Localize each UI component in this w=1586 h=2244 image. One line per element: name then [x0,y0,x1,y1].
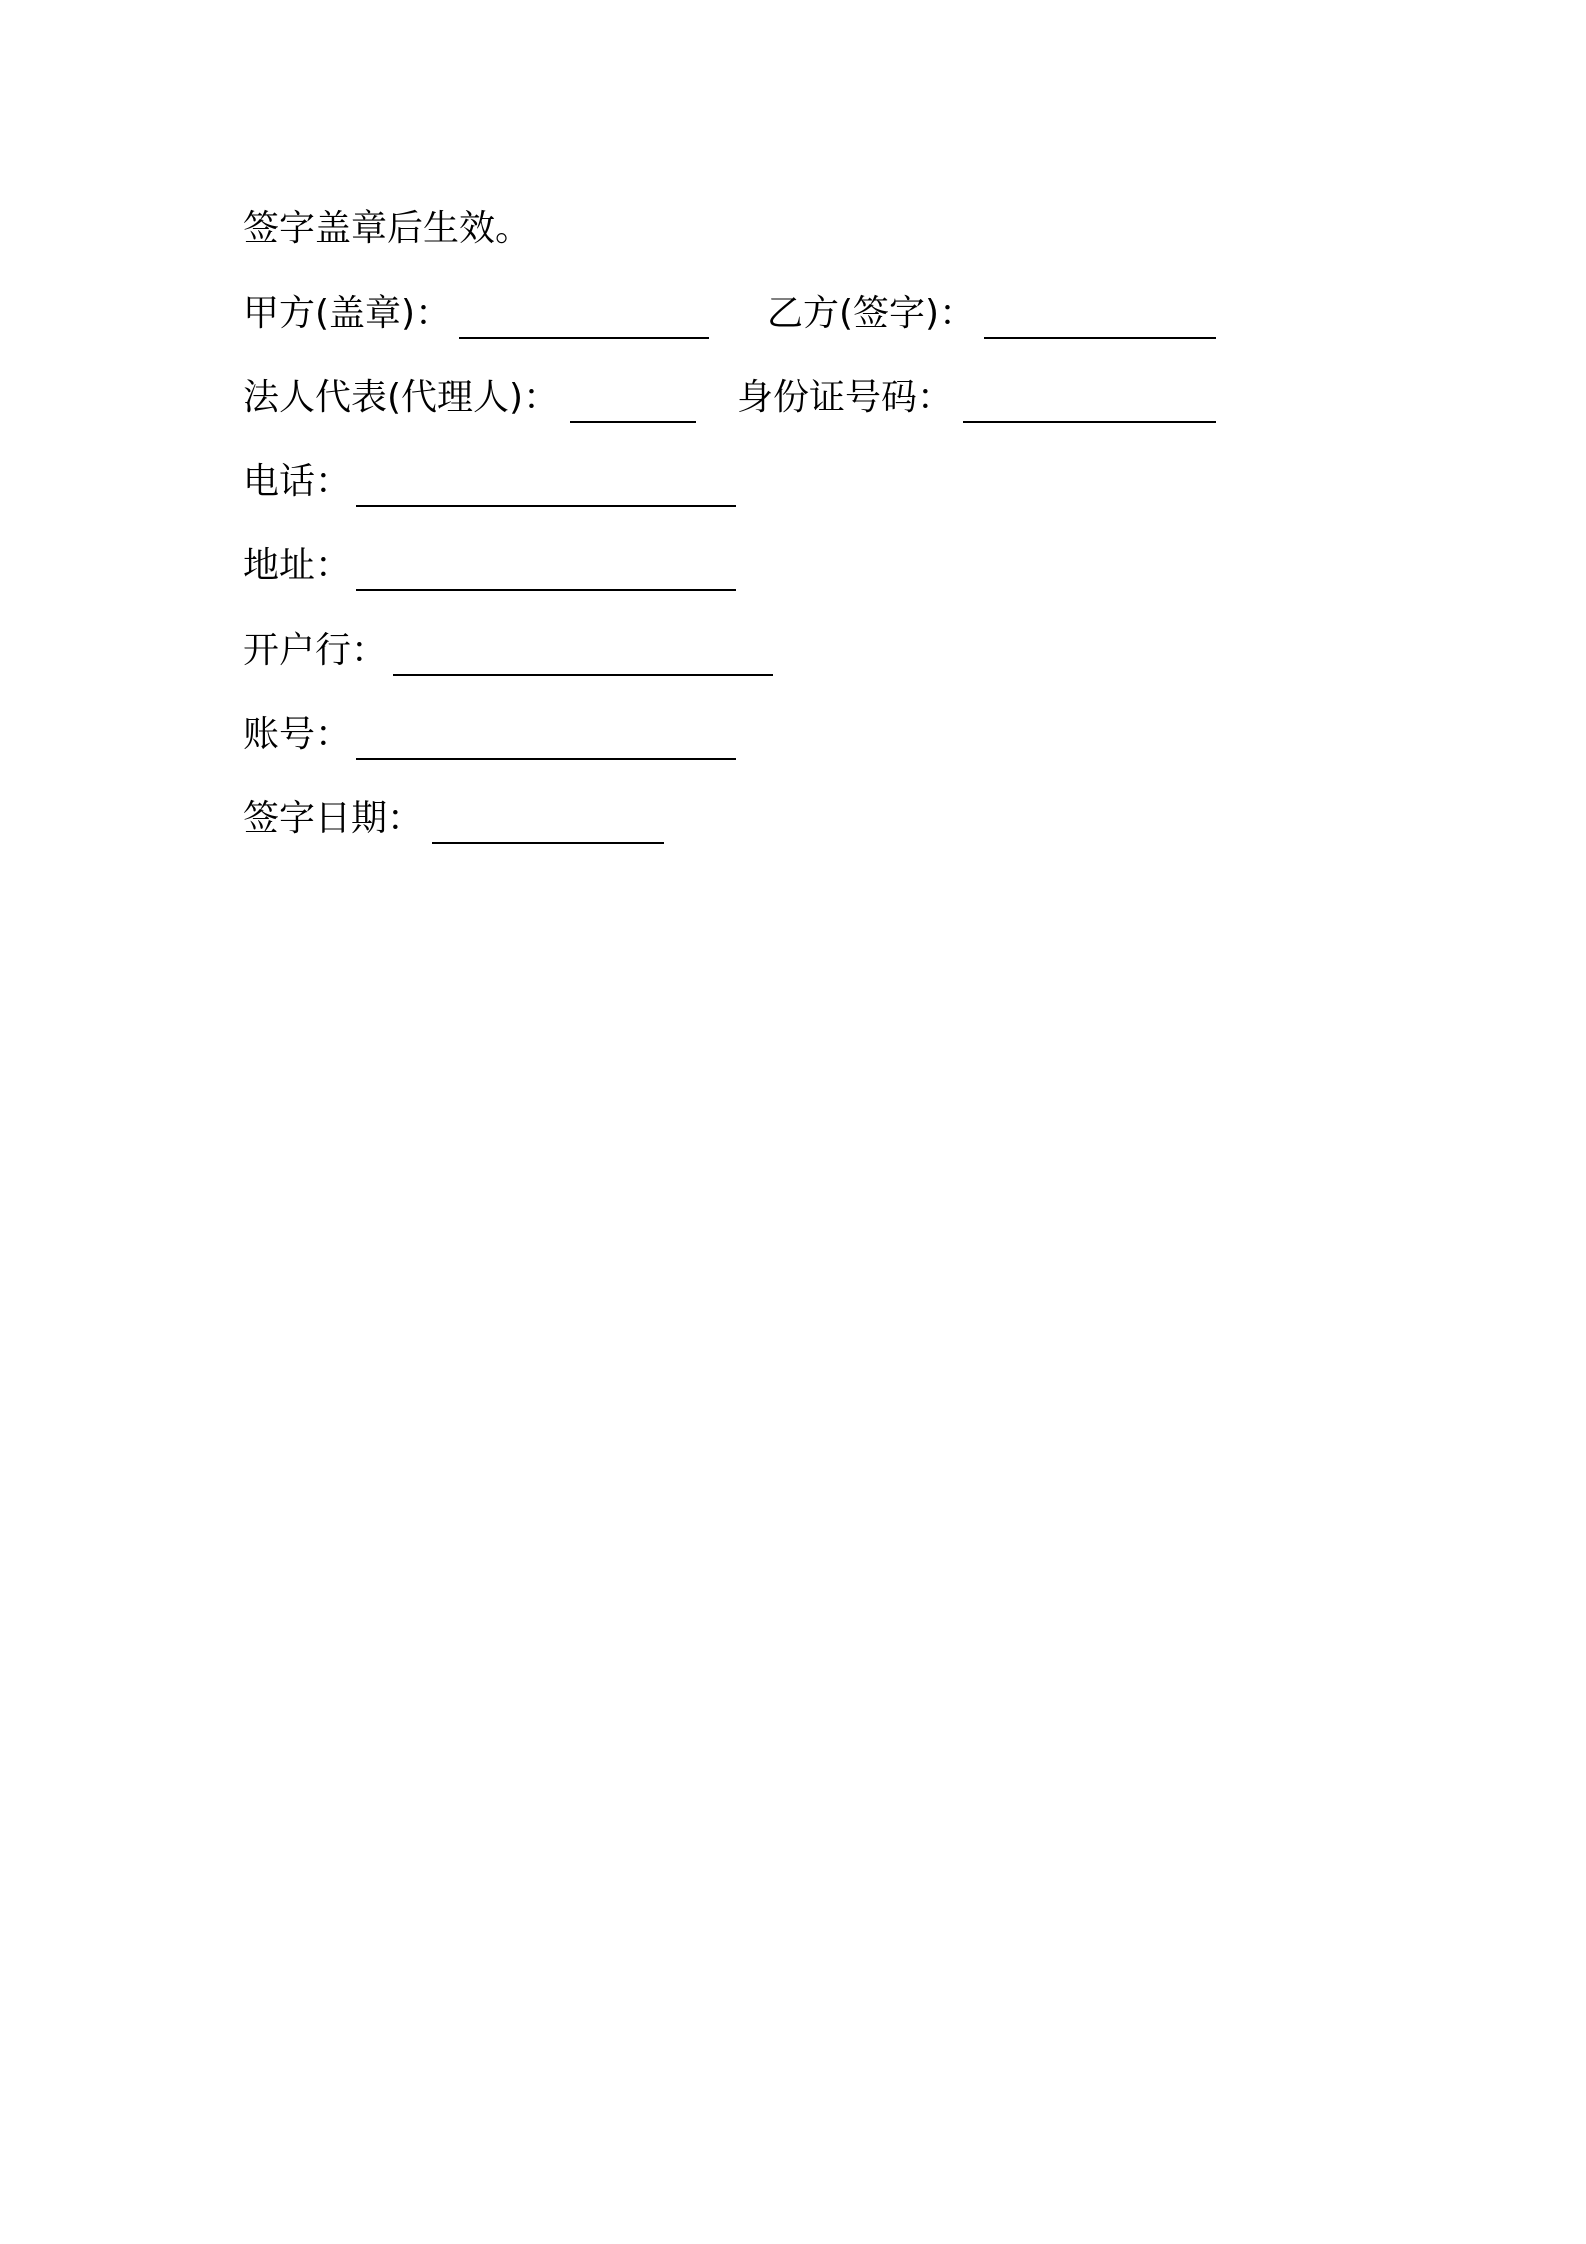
bank-blank [393,626,773,676]
phone-label: 电话： [243,461,352,502]
effective-clause-text: 签字盖章后生效。 [243,208,532,249]
account-blank [356,710,736,760]
id-number-label: 身份证号码： [737,377,954,418]
party-a-blank [459,289,709,339]
address-blank [356,541,736,591]
sign-date-blank [432,794,664,844]
bank-label: 开户行： [243,630,388,671]
address-label: 地址： [243,545,352,586]
party-a-label: 甲方(盖章)： [243,293,452,334]
sign-date-label: 签字日期： [243,798,424,839]
account-label: 账号： [243,714,352,755]
legal-representative-label: 法人代表(代理人)： [243,377,560,418]
id-number-blank [963,373,1216,423]
party-b-label: 乙方(签字)： [767,293,976,334]
phone-blank [356,457,736,507]
legal-representative-blank [570,373,696,423]
party-b-blank [984,289,1216,339]
